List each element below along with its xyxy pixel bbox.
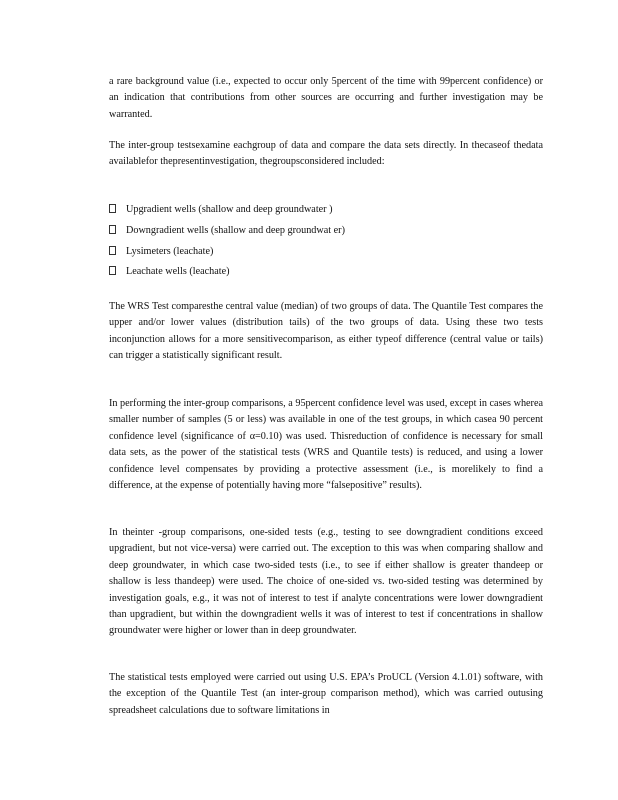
paragraph-one-sided-tests — [109, 525, 543, 640]
list-item — [109, 244, 213, 260]
bullet-icon — [109, 204, 116, 213]
paragraph-text: In theinter -group comparisons, one-sided tests (e.g., testing to see downgradient conditions exceed upgradient, but not vice-versa) were carried out. The exception to this was when comparing shallow and deep groundwater, in which case two-sided tests (i.e., to see if either shallow is greater thandeep or shallow is less thandeep) were used. The choice of one-sided vs. two-sided testing was determined by investigation goals, e.g., it was not of interest to test if analyte concentrations were lower downgradient than upgradient, but within the downgradient wells it was of interest to test if concentrations in shallow groundwater were higher or lower than in deep groundwater. — [109, 527, 543, 637]
paragraph-text: a rare background value (i.e., expected to occur only 5percent of the time with 99percent confidence) or an indication that contributions from other sources are occurring and further investigation may be warranted. — [109, 76, 543, 120]
paragraph-background-value — [109, 74, 543, 123]
paragraph-wrs-quantile — [109, 299, 543, 365]
list-item-label: Downgradient wells (shallow and deep groundwat er) — [126, 225, 345, 236]
paragraph-confidence-level — [109, 396, 543, 494]
list-item — [109, 202, 333, 218]
bullet-icon — [109, 225, 116, 234]
list-item-label: Leachate wells (leachate) — [126, 266, 230, 277]
paragraph-inter-group-intro — [109, 138, 543, 171]
paragraph-text: The inter-group testsexamine eachgroup of data and compare the data sets directly. In thecaseof thedata availablefor thepresentinvestigation, thegroupsconsidered included: — [109, 140, 543, 168]
list-item — [109, 223, 345, 239]
paragraph-text: In performing the inter-group comparisons, a 95percent confidence level was used, except in cases wherea smaller number of samples (5 or less) was available in one of the test groups, in which casea 90 percent confidence level (significance of α=0.10) was used. Thisreduction of confidence is necessary for small data sets, as the power of the statistical tests (WRS and Quantile tests) is reduced, and using a lower confidence level compensates by providing a protective assessment (i.e., is morelikely to find a difference, at the expense of potentially having more “falsepositive” results). — [109, 398, 543, 492]
paragraph-text: The statistical tests employed were carried out using U.S. EPA’s ProUCL (Version 4.1.01) software, with the exception of the Quantile Test (an inter-group comparison method), which was carried outusing spreadsheet calculations due to software limitations in — [109, 672, 543, 716]
paragraph-prouscl-software — [109, 670, 543, 719]
bullet-icon — [109, 246, 116, 255]
list-item — [109, 264, 230, 280]
bullet-icon — [109, 266, 116, 275]
list-item-label: Upgradient wells (shallow and deep groundwater ) — [126, 204, 333, 215]
paragraph-text: The WRS Test comparesthe central value (median) of two groups of data. The Quantile Test compares the upper and/or lower values (distribution tails) of the two groups of data. Using these two tests inconjunction allows for a more sensitivecomparison, as either typeof difference (central value or tails) can trigger a statistically significant result. — [109, 301, 543, 362]
list-item-label: Lysimeters (leachate) — [126, 246, 214, 257]
